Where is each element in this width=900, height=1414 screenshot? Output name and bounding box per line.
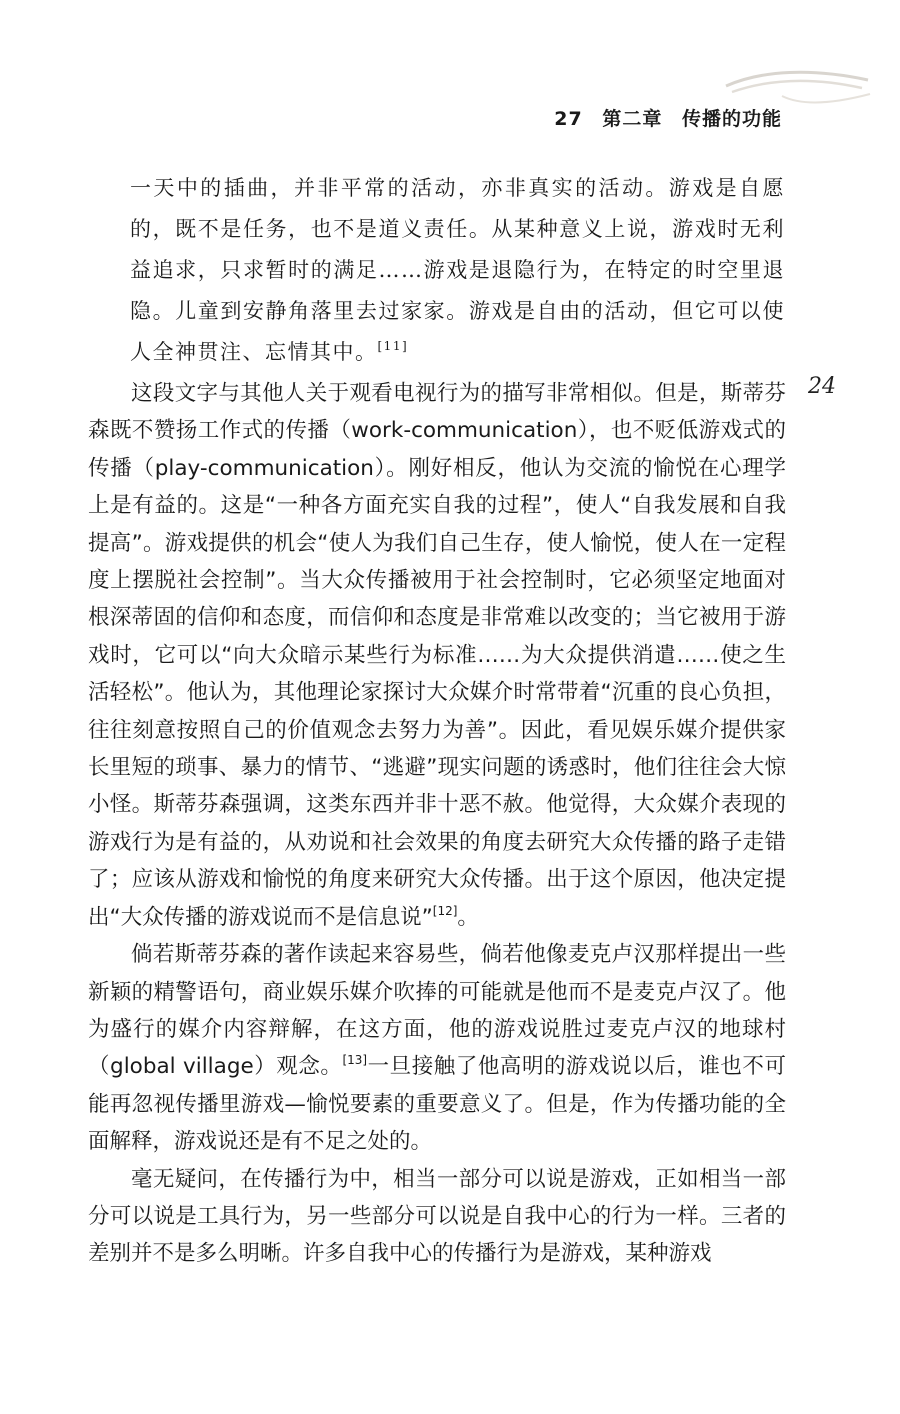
paragraph (88, 1161, 786, 1273)
page-number: 27 (554, 108, 583, 130)
chapter-title: 传播的功能 (681, 108, 782, 130)
paragraph-text: 这段文字与其他人关于观看电视行为的描写非常相似。但是，斯蒂芬森既不赞扬工作式的传播（work-communication），也不贬低游戏式的传播（play-communication）。刚好相反，他认为交流的愉悦在心理学上是有益的。这是“一种各方面充实自我的过程”，使人“自我发展和自我提高”。游戏提供的机会“使人为我们自己生存，使人愉悦，使人在一定程度上摆脱社会控制”。当大众传播被用于社会控制时，它必须坚定地面对根深蒂固的信仰和态度，而信仰和态度是非常难以改变的；当它被用于游戏时，它可以“向大众暗示某些行为标准……为大众提供消遣……使之生活轻松”。他认为，其他理论家探讨大众媒介时常带着“沉重的良心负担，往往刻意按照自己的价值观念去努力为善”。因此，看见娱乐媒介提供家长里短的琐事、暴力的情节、“逃避”现实问题的诱惑时，他们往往会大惊小怪。斯蒂芬森强调，这类东西并非十恶不赦。他觉得，大众媒介表现的游戏行为是有益的，从劝说和社会效果的角度去研究大众传播的路子走错了；应该从游戏和愉悦的角度来研究大众传播。出于这个原因，他决定提出“大众传播的游戏说而不是信息说” (88, 381, 786, 930)
paragraph-text: 倘若斯蒂芬森的著作读起来容易些，倘若他像麦克卢汉那样提出一些新颖的精警语句，商业娱乐媒介吹捧的可能就是他而不是麦克卢汉了。他为盛行的媒介内容辩解，在这方面，他的游戏说胜过麦克卢汉的地球村（global village）观念。 (88, 942, 786, 1080)
running-header (554, 104, 782, 131)
block-quote (130, 168, 785, 373)
paragraph-tail: 。 (457, 904, 479, 930)
footnote-ref-13: [13] (342, 1053, 368, 1068)
quote-text: 一天中的插曲，并非平常的活动，亦非真实的活动。游戏是自愿的，既不是任务，也不是道义责任。从某种意义上说，游戏时无利益追求，只求暂时的满足……游戏是退隐行为，在特定的时空里退隐。儿童到安静角落里去过家家。游戏是自由的活动，但它可以使人全神贯注、忘情其中。 (130, 176, 785, 364)
body-text (88, 375, 786, 1273)
chapter-label: 第二章 (602, 108, 663, 130)
original-page-number: 24 (808, 374, 836, 399)
paragraph (88, 936, 786, 1160)
paragraph (88, 375, 786, 936)
footnote-ref-11: [11] (377, 339, 409, 353)
paragraph-tail: 一旦接触了他高明的游戏说以后，谁也不可能再忽视传播里游戏—愉悦要素的重要意义了。但是，作为传播功能的全面解释，游戏说还是有不足之处的。 (88, 1054, 786, 1155)
paragraph-text: 毫无疑问，在传播行为中，相当一部分可以说是游戏，正如相当一部分可以说是工具行为，另一些部分可以说是自我中心的行为一样。三者的差别并不是多么明晰。许多自我中心的传播行为是游戏，某种游戏 (88, 1166, 786, 1267)
footnote-ref-12: [12] (432, 903, 458, 918)
